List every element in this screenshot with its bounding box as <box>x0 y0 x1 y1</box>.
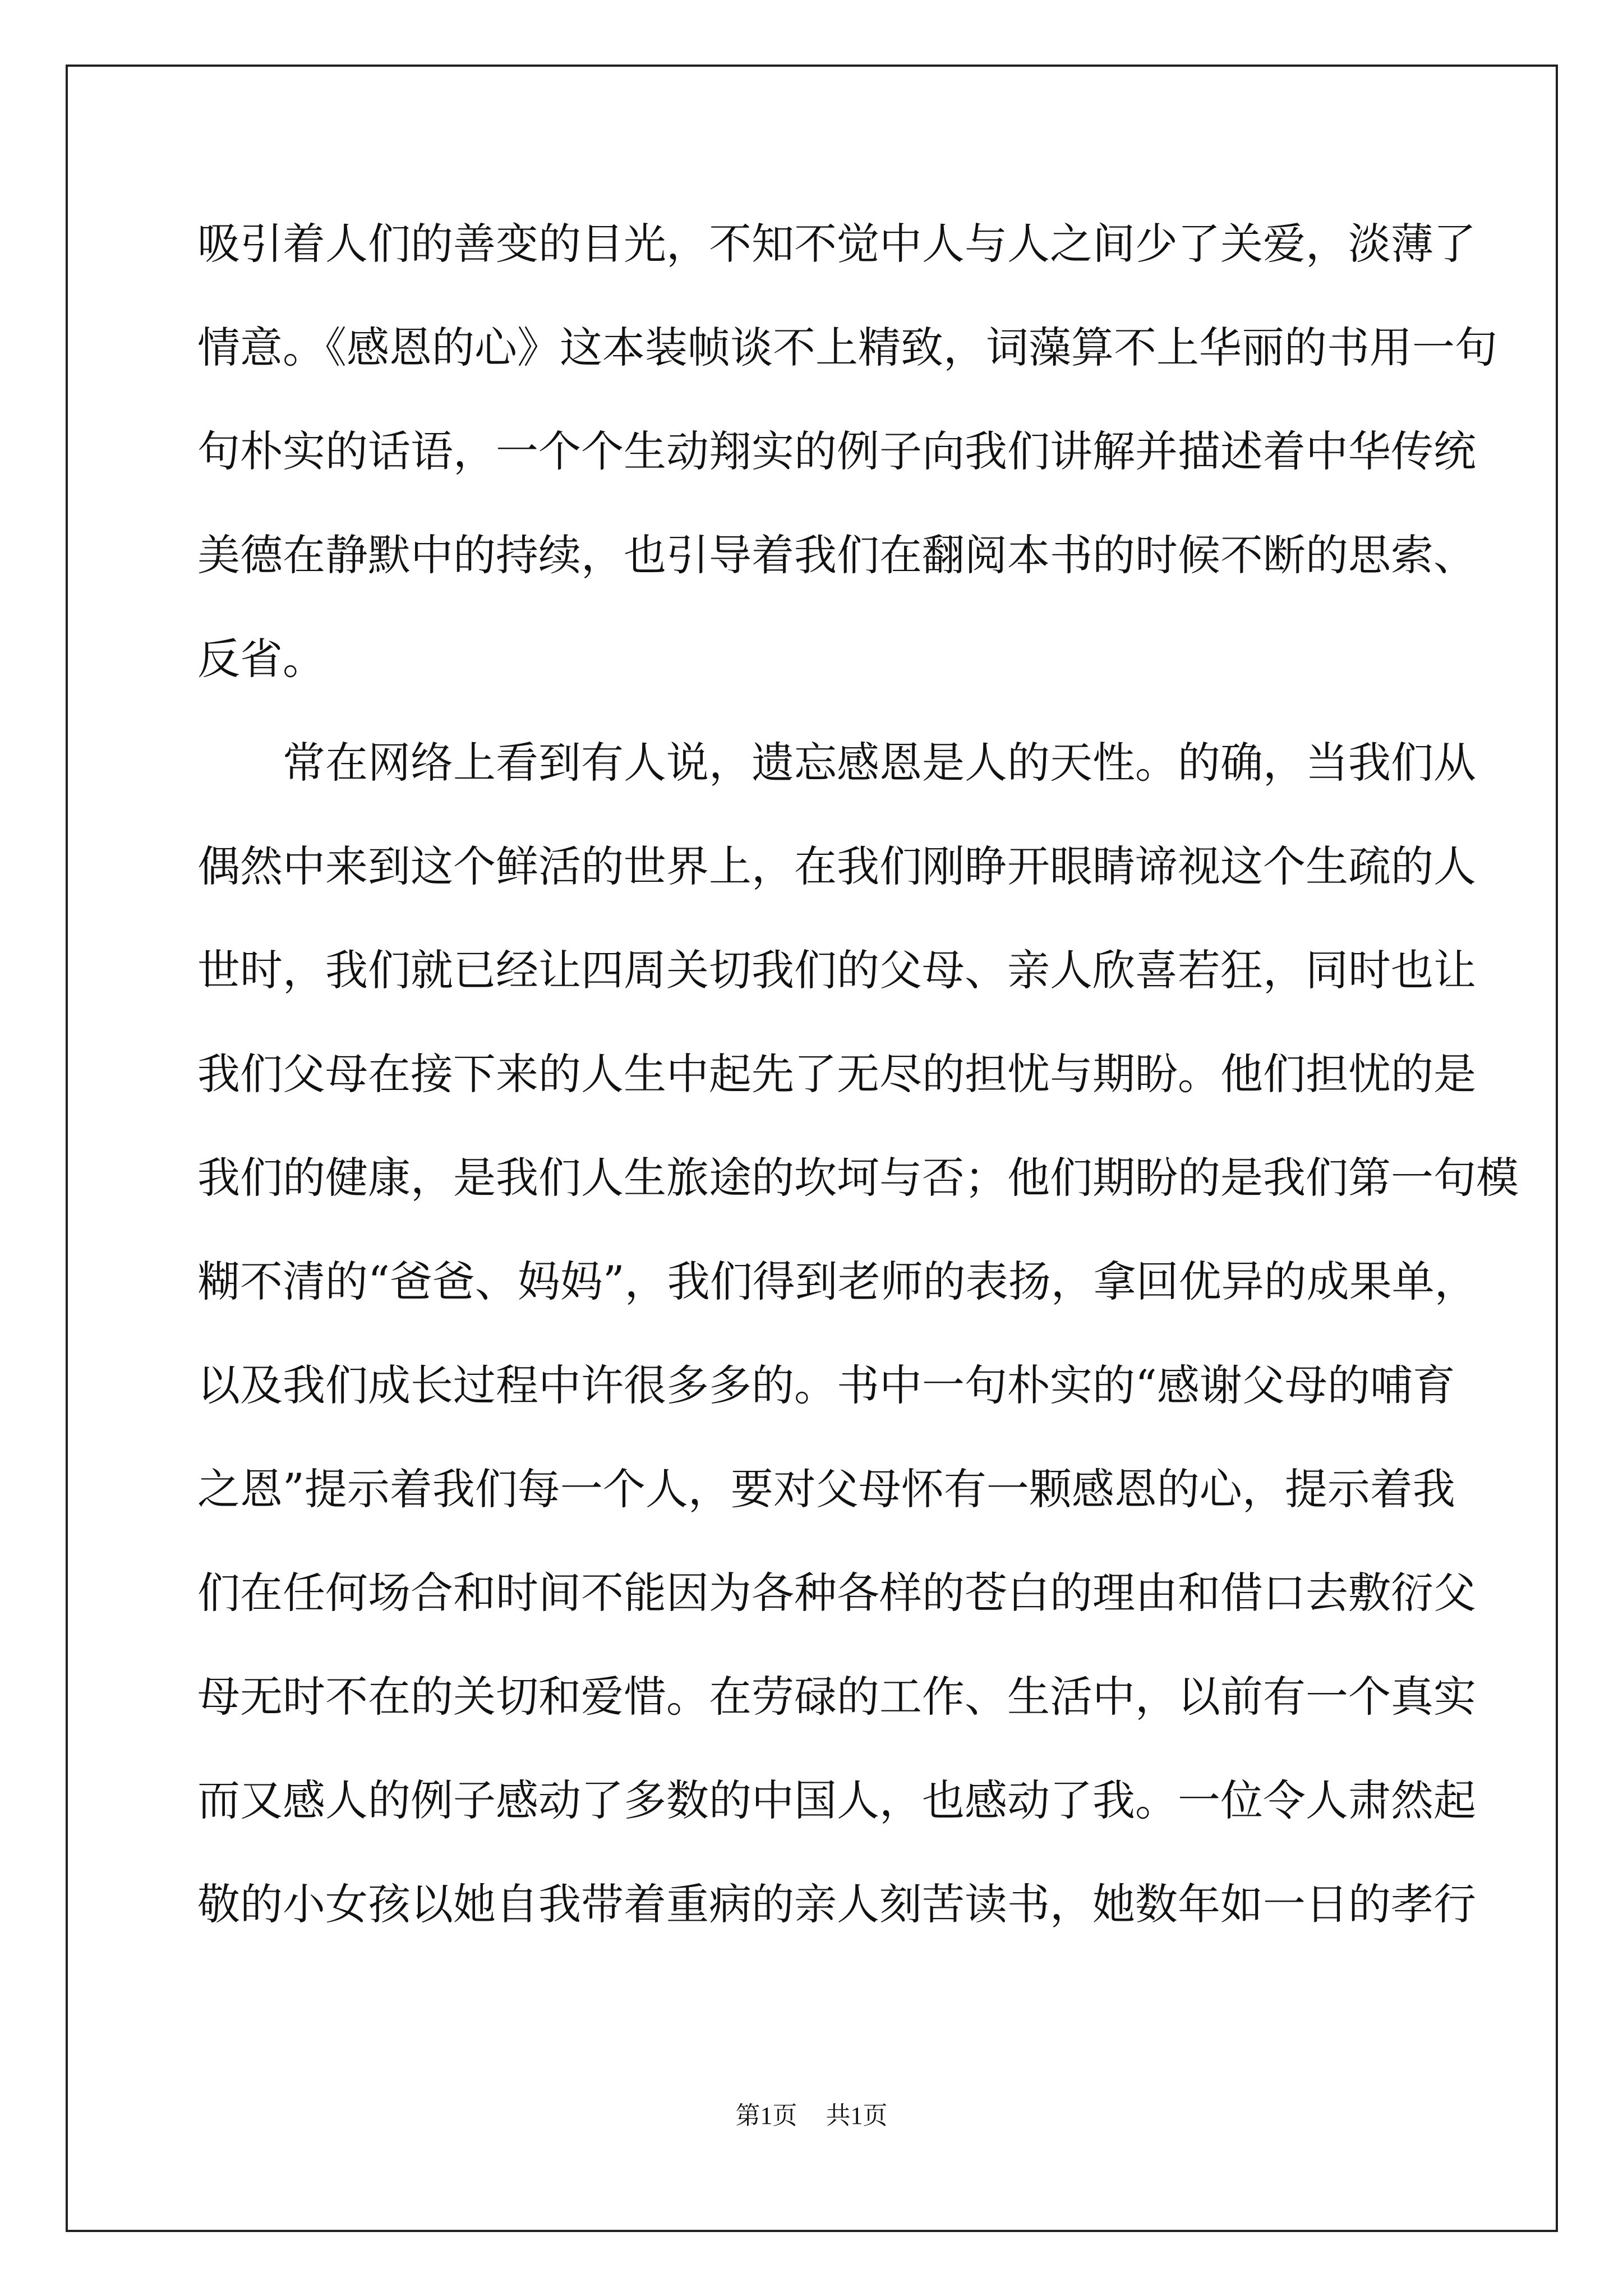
text-line: 之恩”提示着我们每一个人，要对父母怀有一颗感恩的心，提示着我 <box>197 1464 1455 1514</box>
text-line: 们在任何场合和时间不能因为各种各样的苍白的理由和借口去敷衍父 <box>197 1568 1476 1618</box>
text-line: 世时，我们就已经让四周关切我们的父母、亲人欣喜若狂，同时也让 <box>197 945 1476 995</box>
text-line: 反省。 <box>197 634 325 684</box>
text-line: 吸引着人们的善变的目光，不知不觉中人与人之间少了关爱，淡薄了 <box>197 219 1476 269</box>
text-line: 以及我们成长过程中许很多多的。书中一句朴实的“感谢父母的哺育 <box>197 1360 1455 1410</box>
paragraph-2 <box>197 711 1519 1956</box>
text-line: 我们父母在接下来的人生中起先了无尽的担忧与期盼。他们担忧的是 <box>197 1049 1476 1099</box>
text-line: 句朴实的话语，一个个生动翔实的例子向我们讲解并描述着中华传统 <box>197 426 1476 476</box>
text-line: 偶然中来到这个鲜活的世界上，在我们刚睁开眼睛谛视这个生疏的人 <box>197 841 1476 891</box>
text-line: 情意。《感恩的心》这本装帧谈不上精致，词藻算不上华丽的书用一句 <box>197 323 1497 372</box>
text-line: 我们的健康，是我们人生旅途的坎坷与否；他们期盼的是我们第一句模 <box>197 1153 1519 1203</box>
paragraph-1 <box>197 192 1497 711</box>
text-line: 母无时不在的关切和爱惜。在劳碌的工作、生活中，以前有一个真实 <box>197 1672 1476 1722</box>
text-line: 常在网络上看到有人说，遗忘感恩是人的天性。的确，当我们从 <box>283 738 1476 788</box>
page-number: 第1页 <box>735 2102 797 2129</box>
text-line: 敬的小女孩以她自我带着重病的亲人刻苦读书，她数年如一日的孝行 <box>197 1879 1476 1929</box>
page-footer <box>0 2095 1623 2131</box>
text-line: 糊不清的“爸爸、妈妈”，我们得到老师的表扬，拿回优异的成果单， <box>197 1257 1477 1306</box>
document-body <box>197 192 1519 1956</box>
text-line: 而又感人的例子感动了多数的中国人，也感动了我。一位令人肃然起 <box>197 1775 1476 1825</box>
text-line: 美德在静默中的持续，也引导着我们在翻阅本书的时候不断的思索、 <box>197 530 1476 580</box>
page-total: 共1页 <box>826 2102 888 2129</box>
